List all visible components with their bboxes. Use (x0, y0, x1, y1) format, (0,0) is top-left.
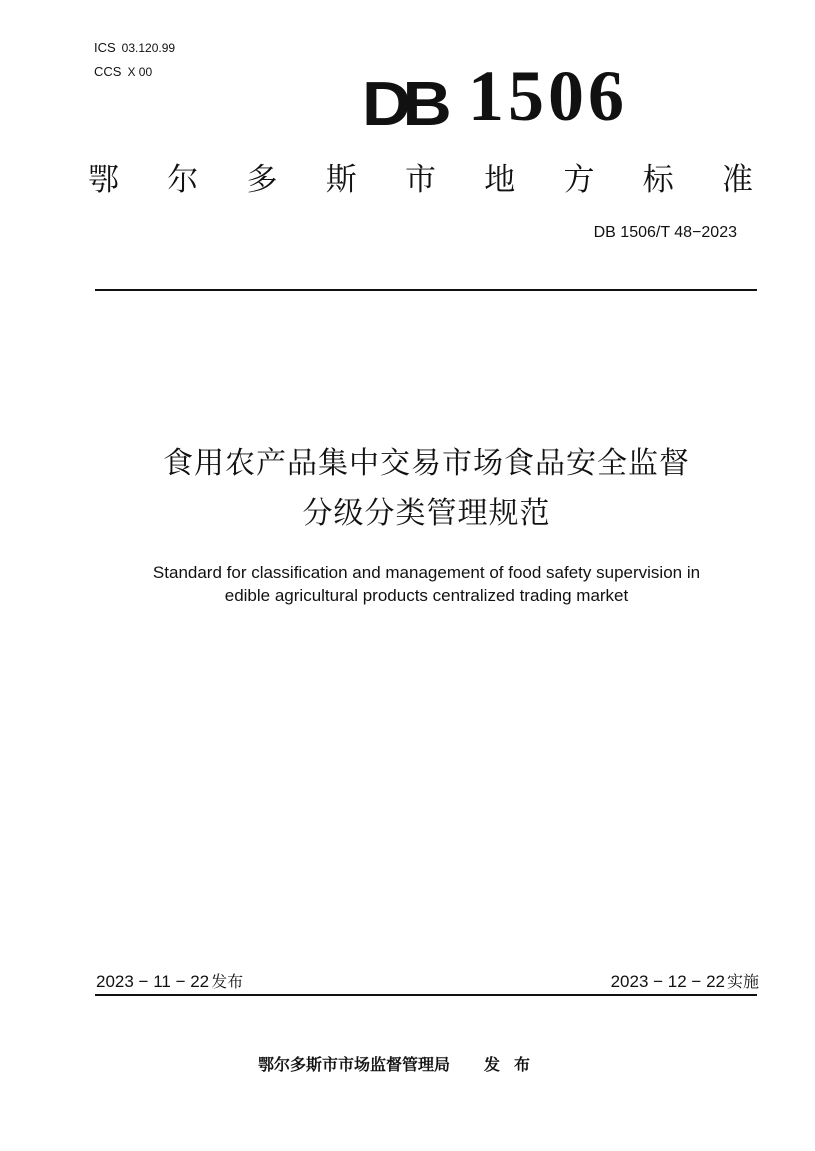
header-divider (95, 289, 757, 291)
ics-label: ICS (94, 40, 116, 55)
ccs-value: X 00 (127, 65, 153, 79)
issue-date-value: 2023 − 11 − 22 (96, 972, 210, 991)
standard-number: DB 1506/T 48−2023 (593, 224, 737, 241)
ics-code (94, 40, 175, 56)
ics-value: 03.120.99 (121, 41, 176, 55)
issuer-action: 发布 (484, 1055, 545, 1074)
standard-type-heading (88, 160, 753, 200)
db-prefix: DB (362, 70, 443, 139)
db-region-number: 1506 (468, 56, 628, 136)
issuer-name: 鄂尔多斯市市场监督管理局 (258, 1055, 451, 1074)
title-en-line-1: Standard for classification and management of food safety supervision in (152, 563, 701, 582)
standard-type-char: 准 (722, 162, 753, 198)
implement-date-value: 2023 − 12 − 22 (610, 972, 725, 991)
issuing-authority (258, 1054, 544, 1076)
standard-type-char: 斯 (325, 162, 357, 198)
standard-type-char: 地 (484, 162, 516, 198)
date-divider (95, 994, 757, 996)
standard-type-char: 尔 (167, 162, 199, 198)
implement-date-label: 实施 (726, 972, 759, 991)
db-standard-mark (362, 58, 702, 138)
standard-type-char: 市 (405, 162, 436, 198)
issue-date (96, 971, 243, 993)
standard-type-char: 鄂 (88, 162, 119, 198)
issue-date-label: 发布 (211, 972, 244, 991)
standard-type-char: 多 (246, 162, 278, 198)
standard-type-char: 方 (563, 162, 595, 198)
standard-type-char: 标 (642, 162, 674, 198)
ccs-code (94, 64, 152, 80)
title-cn-line-2: 分级分类管理规范 (302, 496, 551, 531)
implement-date (611, 971, 759, 993)
title-cn-line-1: 食用农产品集中交易市场食品安全监督 (163, 446, 690, 481)
title-en-line-2: edible agricultural products centralized trading market (224, 586, 629, 605)
ccs-label: CCS (94, 64, 122, 79)
